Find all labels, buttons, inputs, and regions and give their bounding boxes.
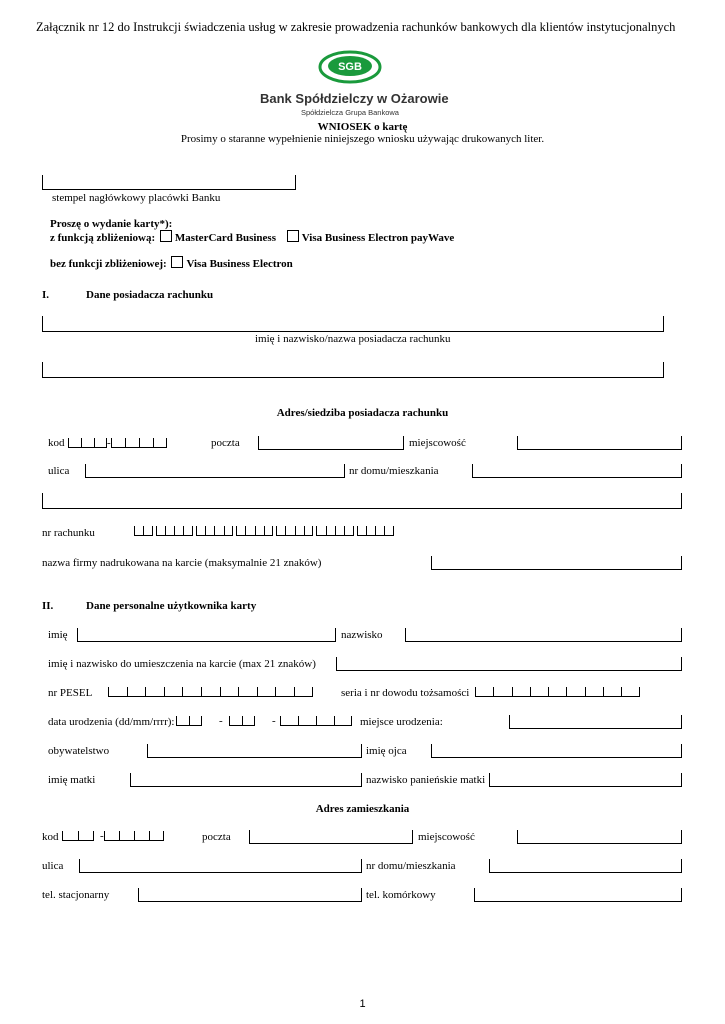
mother-maiden-label: nazwisko panieńskie matki <box>366 774 486 786</box>
card-contactless-row <box>50 230 454 244</box>
tel-kom-field[interactable] <box>474 888 682 902</box>
pesel-boxes[interactable] <box>108 687 313 697</box>
account-digit-group[interactable] <box>316 526 353 537</box>
section1-number: I. <box>42 289 50 301</box>
father-name-label: imię ojca <box>366 745 407 757</box>
card-no-contactless-row <box>50 256 293 270</box>
res-miejscowosc-label: miejscowość <box>418 831 475 843</box>
contactless-label: z funkcją zbliżeniową: <box>50 232 156 244</box>
holder-miejscowosc-label: miejscowość <box>409 437 466 449</box>
citizenship-label: obywatelstwo <box>48 745 110 757</box>
holder-ulica-field[interactable] <box>85 464 345 478</box>
stamp-field[interactable] <box>42 175 296 190</box>
attachment-header: Załącznik nr 12 do Instrukcji świadczenia usług w zakresie prowadzenia rachunków bankowych dla klientów instytucjonalnych <box>36 20 676 34</box>
account-digit-group[interactable] <box>236 526 273 537</box>
account-digit-group[interactable] <box>196 526 233 537</box>
mastercard-checkbox[interactable] <box>160 230 172 242</box>
logo-text: SGB <box>338 61 362 73</box>
holder-name-field-2[interactable] <box>42 362 664 378</box>
visa-checkbox[interactable] <box>171 256 183 268</box>
mastercard-label: MasterCard Business <box>174 232 276 244</box>
account-digit-group[interactable] <box>276 526 313 537</box>
holder-miejscowosc-field[interactable] <box>517 436 682 450</box>
birth-place-field[interactable] <box>509 715 682 729</box>
no-contactless-label: bez funkcji zbliżeniowej: <box>50 258 167 270</box>
id-doc-char-group[interactable] <box>475 687 640 697</box>
account-digit-group[interactable] <box>156 526 193 537</box>
holder-nr-domu-field[interactable] <box>472 464 682 478</box>
company-name-label: nazwa firmy nadrukowana na karcie (maksymalnie 21 znaków) <box>42 557 322 569</box>
tel-kom-label: tel. komórkowy <box>366 889 436 901</box>
stamp-label: stempel nagłówkowy placówki Banku <box>52 192 221 204</box>
holder-kod-label: kod <box>48 437 65 449</box>
company-name-field[interactable] <box>431 556 682 570</box>
res-kod-label: kod <box>42 831 59 843</box>
user-nazwisko-label: nazwisko <box>341 629 383 641</box>
sgb-logo <box>318 50 382 84</box>
citizenship-field[interactable] <box>147 744 362 758</box>
user-imie-field[interactable] <box>77 628 336 642</box>
user-imie-label: imię <box>48 629 68 641</box>
account-digit-group[interactable] <box>357 526 394 537</box>
pesel-digit-group[interactable] <box>108 687 313 697</box>
card-request-title: Proszę o wydanie karty*): <box>50 218 173 230</box>
birth-day-boxes[interactable] <box>176 716 202 726</box>
birth-date-label: data urodzenia (dd/mm/rrrr): <box>48 716 175 728</box>
res-nr-domu-label: nr domu/mieszkania <box>366 860 456 872</box>
account-digit-group[interactable] <box>134 526 153 537</box>
res-ulica-label: ulica <box>42 860 64 872</box>
account-number-boxes[interactable] <box>134 526 397 537</box>
mother-name-field[interactable] <box>130 773 362 787</box>
holder-ulica-label: ulica <box>48 465 70 477</box>
holder-name-field[interactable] <box>42 316 664 332</box>
holder-postcode-part1[interactable] <box>68 438 107 448</box>
id-doc-label: seria i nr dowodu tożsamości <box>341 687 470 699</box>
name-on-card-label: imię i nazwisko do umieszczenia na karcie (max 21 znaków) <box>48 658 316 670</box>
id-doc-boxes[interactable] <box>475 687 640 697</box>
res-ulica-field[interactable] <box>79 859 362 873</box>
holder-poczta-label: poczta <box>211 437 240 449</box>
res-postcode-part2[interactable] <box>104 831 164 841</box>
holder-nr-domu-label: nr domu/mieszkania <box>349 465 439 477</box>
res-poczta-label: poczta <box>202 831 231 843</box>
tel-stac-field[interactable] <box>138 888 362 902</box>
tel-stac-label: tel. stacjonarny <box>42 889 110 901</box>
holder-name-caption: imię i nazwisko/nazwa posiadacza rachunku <box>255 333 451 345</box>
instructions: Prosimy o staranne wypełnienie niniejszego wniosku używając drukowanych liter. <box>180 133 545 145</box>
section2-number: II. <box>42 600 54 612</box>
birth-place-label: miejsce urodzenia: <box>360 716 443 728</box>
mother-name-label: imię matki <box>48 774 96 786</box>
pesel-label: nr PESEL <box>48 687 93 699</box>
residence-title: Adres zamieszkania <box>315 803 410 815</box>
father-name-field[interactable] <box>431 744 682 758</box>
mother-maiden-field[interactable] <box>489 773 682 787</box>
res-poczta-field[interactable] <box>249 830 413 844</box>
bank-group: Spółdzielcza Grupa Bankowa <box>301 108 399 117</box>
account-number-label: nr rachunku <box>42 527 95 539</box>
birth-year-boxes[interactable] <box>280 716 352 726</box>
section2-title: Dane personalne użytkownika karty <box>86 600 257 612</box>
user-nazwisko-field[interactable] <box>405 628 682 642</box>
holder-postcode-part2[interactable] <box>111 438 167 448</box>
res-nr-domu-field[interactable] <box>489 859 682 873</box>
holder-address-title: Adres/siedziba posiadacza rachunku <box>276 407 449 419</box>
bank-name: Bank Spółdzielczy w Ożarowie <box>260 91 449 106</box>
res-miejscowosc-field[interactable] <box>517 830 682 844</box>
visa-label: Visa Business Electron <box>186 258 293 270</box>
visa-paywave-checkbox[interactable] <box>287 230 299 242</box>
section1-title: Dane posiadacza rachunku <box>86 289 214 301</box>
visa-paywave-label: Visa Business Electron payWave <box>301 232 455 244</box>
holder-extra-field[interactable] <box>42 493 682 509</box>
holder-poczta-field[interactable] <box>258 436 404 450</box>
form-title: WNIOSEK o kartę <box>317 121 408 133</box>
name-on-card-field[interactable] <box>336 657 682 671</box>
res-postcode-part1[interactable] <box>62 831 94 841</box>
birth-month-boxes[interactable] <box>229 716 255 726</box>
page-number: 1 <box>359 998 366 1010</box>
